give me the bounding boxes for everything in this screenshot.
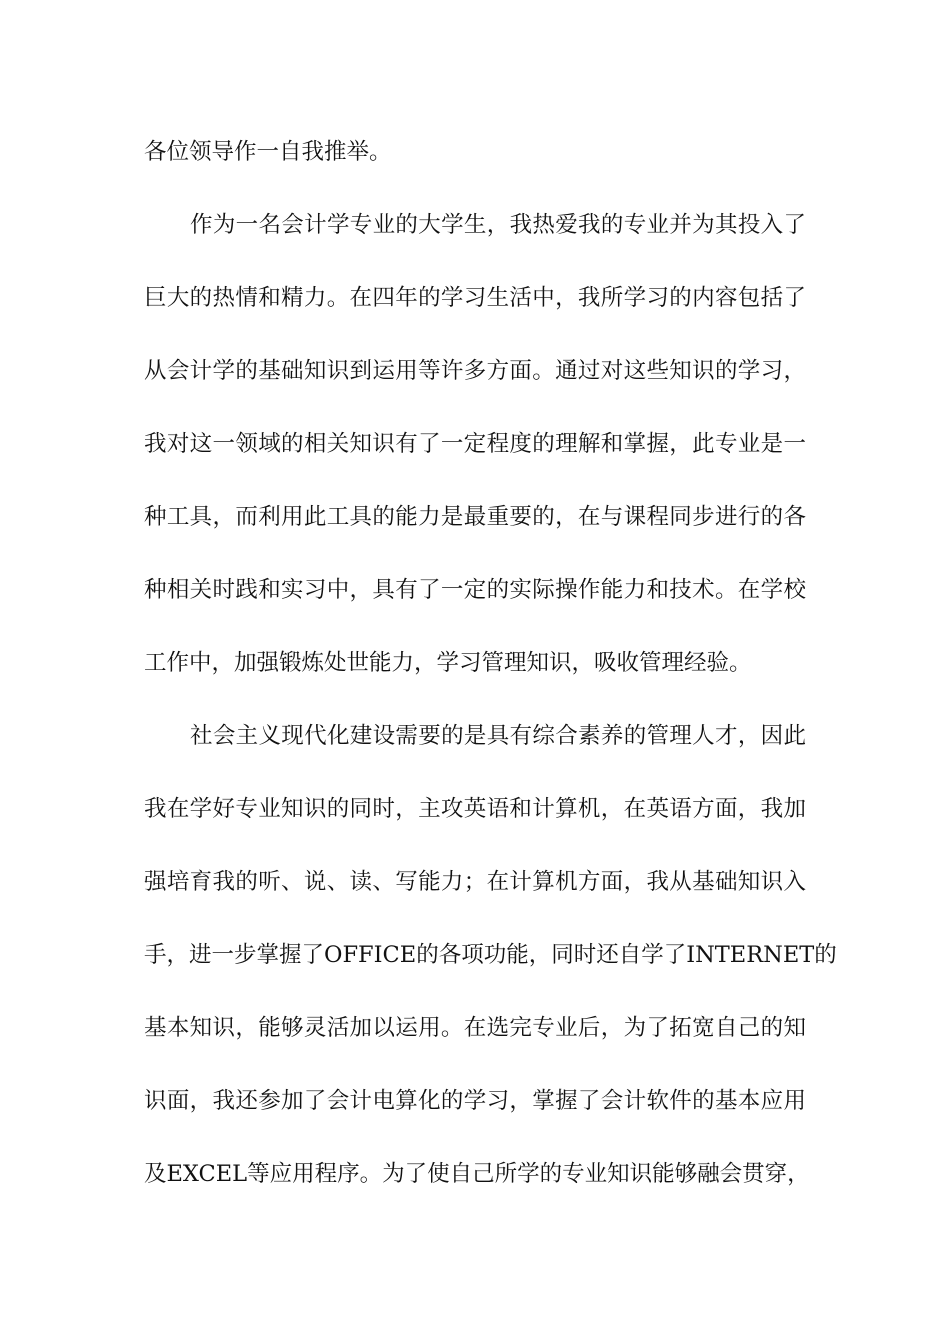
text-line: 巨大的热情和精力。在四年的学习生活中，我所学习的内容包括了 xyxy=(144,285,806,311)
text-line: 强培育我的听、说、读、写能力；在计算机方面，我从基础知识入 xyxy=(144,869,806,895)
text-line: 从会计学的基础知识到运用等许多方面。通过对这些知识的学习， xyxy=(144,358,806,384)
text-line: 工作中，加强锻炼处世能力，学习管理知识，吸收管理经验。 xyxy=(144,650,752,676)
text-line: 种相关时践和实习中，具有了一定的实际操作能力和技术。在学校 xyxy=(144,577,806,603)
paragraph-first-line: 作为一名会计学专业的大学生，我热爱我的专业并为其投入了 xyxy=(190,212,806,238)
text-line: 我在学好专业知识的同时，主攻英语和计算机，在英语方面，我加 xyxy=(144,796,806,822)
text-line: 识面，我还参加了会计电算化的学习，掌握了会计软件的基本应用 xyxy=(144,1088,806,1114)
text-line: 我对这一领域的相关知识有了一定程度的理解和掌握，此专业是一 xyxy=(144,431,806,457)
text-line: 各位领导作一自我推举。 xyxy=(144,139,392,165)
text-line: 手，进一步掌握了OFFICE的各项功能，同时还自学了INTERNET的 xyxy=(144,942,837,968)
text-line: 种工具，而利用此工具的能力是最重要的，在与课程同步进行的各 xyxy=(144,504,806,530)
paragraph-first-line: 社会主义现代化建设需要的是具有综合素养的管理人才，因此 xyxy=(190,723,806,749)
text-line: 及EXCEL等应用程序。为了使自己所学的专业知识能够融会贯穿， xyxy=(144,1161,810,1187)
text-line: 基本知识，能够灵活加以运用。在选完专业后，为了拓宽自己的知 xyxy=(144,1015,806,1041)
